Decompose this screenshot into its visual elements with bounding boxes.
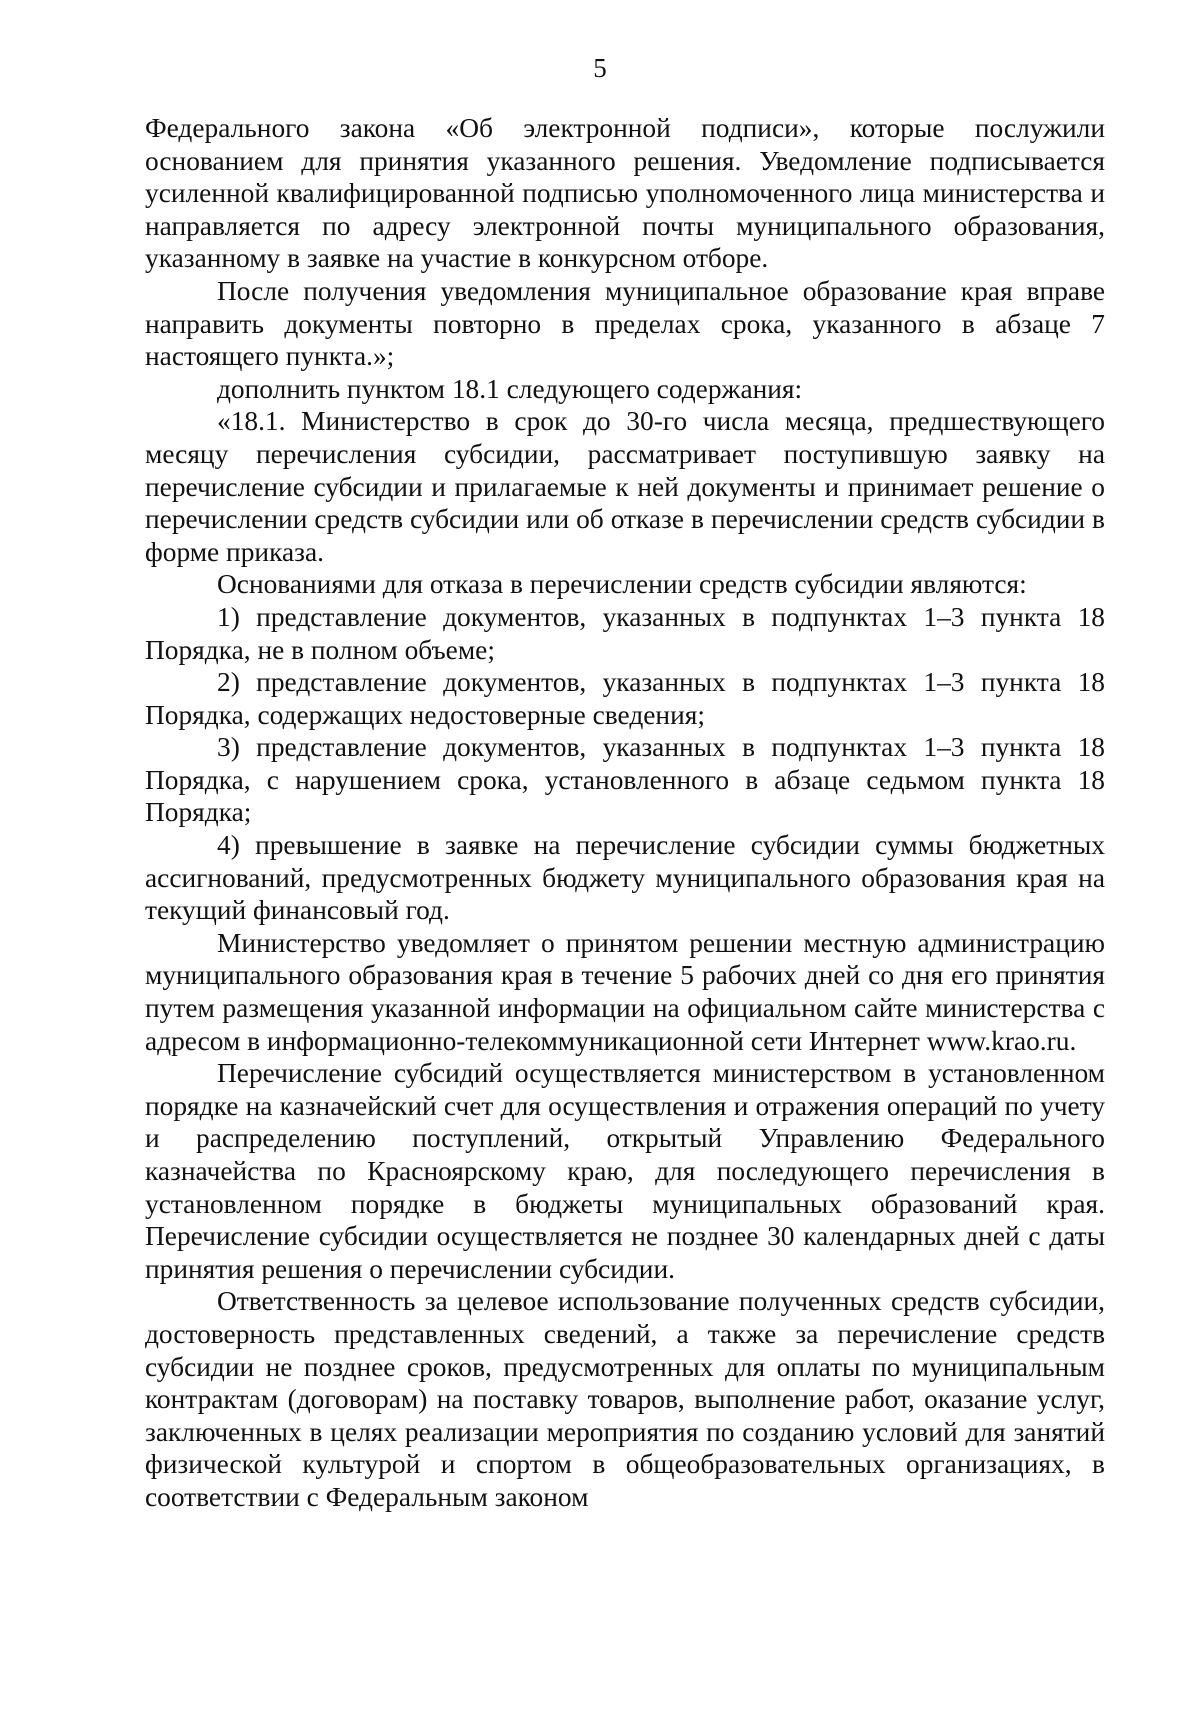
list-item-2: 2) представление документов, указанных в подпунктах 1–3 пункта 18 Порядка, содержащих недостоверные сведения; [145, 667, 1105, 730]
paragraph-amendment-intro: дополнить пунктом 18.1 следующего содержания: [217, 373, 803, 404]
list-item-1: 1) представление документов, указанных в подпунктах 1–3 пункта 18 Порядка, не в полном объеме; [145, 601, 1105, 665]
paragraph-clause-18-1: «18.1. Министерство в срок до 30-го числа месяца, предшествующего месяцу перечисления субсидии, рассматривает поступившую заявку на перечисление субсидии и прилагаемые к ней документы и принимает решение о перечислении средств субсидии или об отказе в перечислении средств субсидии в форме приказа. [145, 406, 1105, 567]
paragraph-notification: Министерство уведомляет о принятом решении местную администрацию муниципального образования края в течение 5 рабочих дней со дня его принятия путем размещения указанной информации на официальном сайте министерства с адресом в информационно-телекоммуникационной сети Интернет www.krao.ru. [145, 927, 1105, 1056]
document-body [145, 112, 1105, 1514]
paragraph-resubmission: После получения уведомления муниципальное образование края вправе направить документы повторно в пределах срока, указанного в абзаце 7 настоящего пункта.»; [145, 275, 1105, 372]
paragraph-responsibility: Ответственность за целевое использование полученных средств субсидии, достоверность представленных сведений, а также за перечисление средств субсидии не позднее сроков, предусмотренных для оплаты по муниципальным контрактам (договорам) на поставку товаров, выполнение работ, оказание услуг, заключенных в целях реализации мероприятия по созданию условий для занятий физической культурой и спортом в общеобразовательных организациях, в соответствии с Федеральным законом [145, 1286, 1105, 1512]
list-item-4: 4) превышение в заявке на перечисление субсидии суммы бюджетных ассигнований, предусмотренных бюджету муниципального образования края на текущий финансовый год. [145, 830, 1105, 926]
page-number: 5 [593, 53, 607, 83]
paragraph-refusal-grounds: Основаниями для отказа в перечислении средств субсидии являются: [217, 569, 1027, 600]
paragraph-transfer: Перечисление субсидий осуществляется министерством в установленном порядке на казначейский счет для осуществления и отражения операций по учету и распределению поступлений, открытый Управлению Федерального казначейства по Красноярскому краю, для последующего перечисления в установленном порядке в бюджеты муниципальных образований края. Перечисление субсидии осуществляется не позднее 30 календарных дней с даты принятия решения о перечислении субсидии. [145, 1058, 1105, 1284]
paragraph-continuation: Федерального закона «Об электронной подписи», которые послужили основанием для принятия указанного решения. Уведомление подписывается усиленной квалифицированной подписью уполномоченного лица министерства и направляется по адресу электронной почты муниципального образования, указанному в заявке на участие в конкурсном отборе. [145, 113, 1105, 274]
list-item-3: 3) представление документов, указанных в подпунктах 1–3 пункта 18 Порядка, с нарушением срока, установленного в абзаце седьмом пункта 18 Порядка; [145, 732, 1105, 828]
